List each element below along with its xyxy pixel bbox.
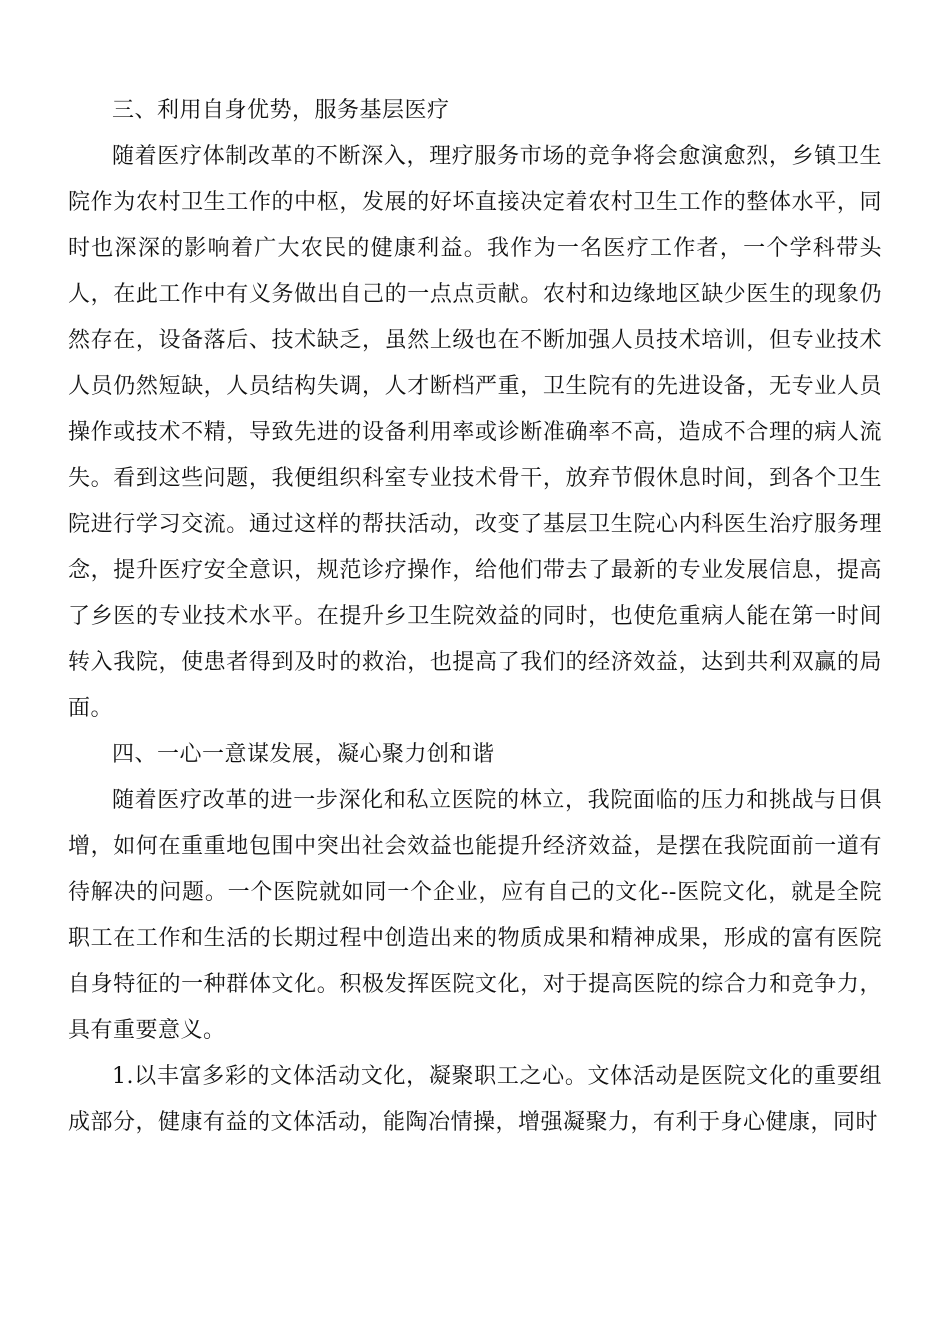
section-3-paragraph: 随着医疗体制改革的不断深入，理疗服务市场的竞争将会愈演愈烈，乡镇卫生院作为农村卫生工作的中枢，发展的好坏直接决定着农村卫生工作的整体水平，同时也深深的影响着广大农民的健康利益。我作为一名医疗工作者，一个学科带头人，在此工作中有义务做出自己的一点点贡献。农村和边缘地区缺少医生的现象仍然存在，设备落后、技术缺乏，虽然上级也在不断加强人员技术培训，但专业技术人员仍然短缺，人员结构失调，人才断档严重，卫生院有的先进设备，无专业人员操作或技术不精，导致先进的设备利用率或诊断准确率不高，造成不合理的病人流失。看到这些问题，我便组织科室专业技术骨干，放弃节假休息时间，到各个卫生院进行学习交流。通过这样的帮扶活动，改变了基层卫生院心内科医生治疗服务理念，提升医疗安全意识，规范诊疗操作，给他们带去了最新的专业发展信息，提高了乡医的专业技术水平。在提升乡卫生院效益的同时，也使危重病人能在第一时间转入我院，使患者得到及时的救治，也提高了我们的经济效益，达到共利双赢的局面。 xyxy=(68,144,882,721)
section-heading-3: 三、利用自身优势，服务基层医疗 xyxy=(112,98,450,123)
section-4-paragraph: 随着医疗改革的进一步深化和私立医院的林立，我院面临的压力和挑战与日俱增，如何在重重地包围中突出社会效益也能提升经济效益，是摆在我院面前一道有待解决的问题。一个医院就如同一个企业，应有自己的文化--医院文化，就是全院职工在工作和生活的长期过程中创造出来的物质成果和精神成果，形成的富有医院自身特征的一种群体文化。积极发挥医院文化，对于提高医院的综合力和竞争力，具有重要意义。 xyxy=(68,788,882,1043)
section-heading-4: 四、一心一意谋发展，凝心聚力创和谐 xyxy=(112,742,495,767)
section-4-item-1-paragraph: 1.以丰富多彩的文体活动文化，凝聚职工之心。文体活动是医院文化的重要组成部分，健康有益的文体活动，能陶冶情操，增强凝聚力，有利于身心健康，同时 xyxy=(68,1064,882,1135)
document-body xyxy=(68,88,882,1146)
